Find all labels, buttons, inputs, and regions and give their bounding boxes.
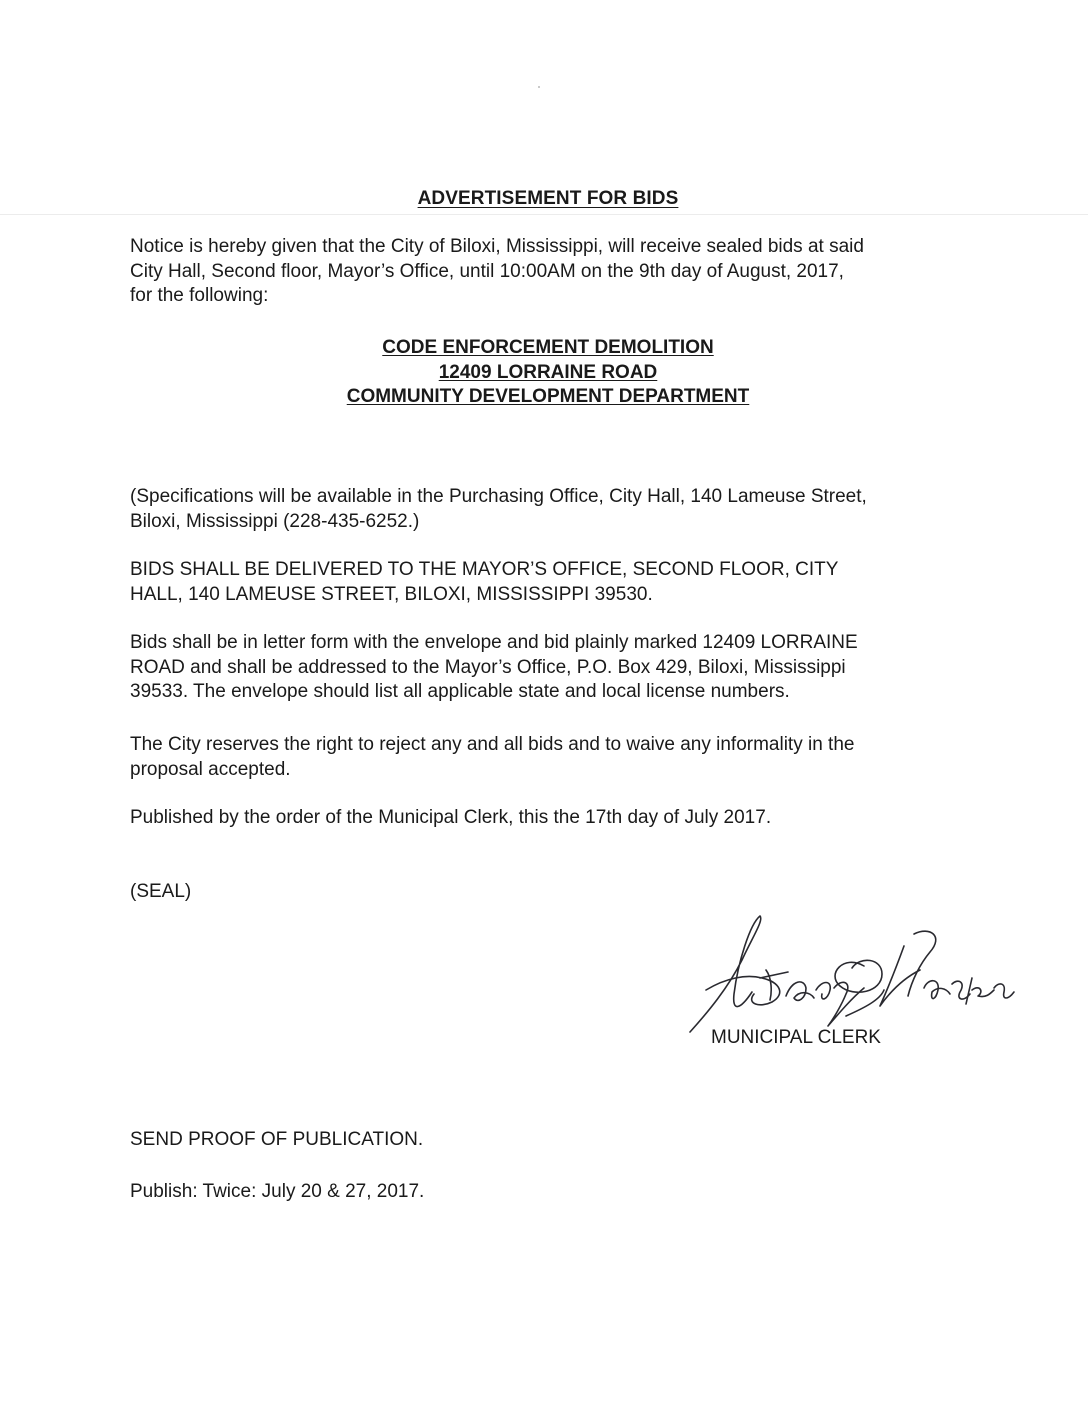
notice-line: for the following: [130, 285, 269, 306]
bid-form-line: 39533. The envelope should list all applicable state and local license numbers. [130, 681, 790, 702]
reservation-line: proposal accepted. [130, 758, 291, 780]
bid-form-line: ROAD and shall be addressed to the Mayor’s Office, P.O. Box 429, Biloxi, Mississippi [130, 656, 846, 678]
subject-line: COMMUNITY DEVELOPMENT DEPARTMENT [346, 386, 750, 407]
proof-request-line: SEND PROOF OF PUBLICATION. [130, 1129, 424, 1150]
seal-label: (SEAL) [130, 881, 192, 902]
notice-line: Notice is hereby given that the City of Biloxi, Mississippi, will receive sealed bids at said [130, 236, 864, 257]
scan-speck [538, 86, 540, 88]
reservation-line: The City reserves the right to reject any and all bids and to waive any informality in the [130, 734, 855, 755]
reservation-paragraph [130, 733, 980, 782]
specifications-line: (Specifications will be available in the Purchasing Office, City Hall, 140 Lameuse Street, [130, 486, 867, 507]
notice-line: City Hall, Second floor, Mayor’s Office, until 10:00AM on the 9th day of August, 2017, [130, 260, 844, 282]
publish-schedule-line: Publish: Twice: July 20 & 27, 2017. [130, 1181, 425, 1202]
subject-line: CODE ENFORCEMENT DEMOLITION [382, 337, 714, 358]
bid-form-line: Bids shall be in letter form with the envelope and bid plainly marked 12409 LORRAINE [130, 632, 858, 653]
delivery-line: BIDS SHALL BE DELIVERED TO THE MAYOR’S OFFICE, SECOND FLOOR, CITY [130, 559, 839, 580]
specifications-paragraph [130, 485, 980, 534]
bid-subject-heading [0, 336, 1088, 410]
document-title: ADVERTISEMENT FOR BIDS [417, 188, 679, 209]
bid-form-paragraph [130, 631, 980, 705]
delivery-paragraph [130, 558, 980, 607]
published-by-line: Published by the order of the Municipal Clerk, this the 17th day of July 2017. [130, 807, 772, 828]
scan-artifact-line [0, 214, 1088, 215]
delivery-line: HALL, 140 LAMEUSE STREET, BILOXI, MISSISSIPPI 39530. [130, 583, 653, 605]
subject-line: 12409 LORRAINE ROAD [438, 361, 658, 383]
specifications-line: Biloxi, Mississippi (228-435-6252.) [130, 510, 420, 532]
signature-title: MUNICIPAL CLERK [711, 1027, 881, 1048]
notice-paragraph [130, 235, 980, 309]
